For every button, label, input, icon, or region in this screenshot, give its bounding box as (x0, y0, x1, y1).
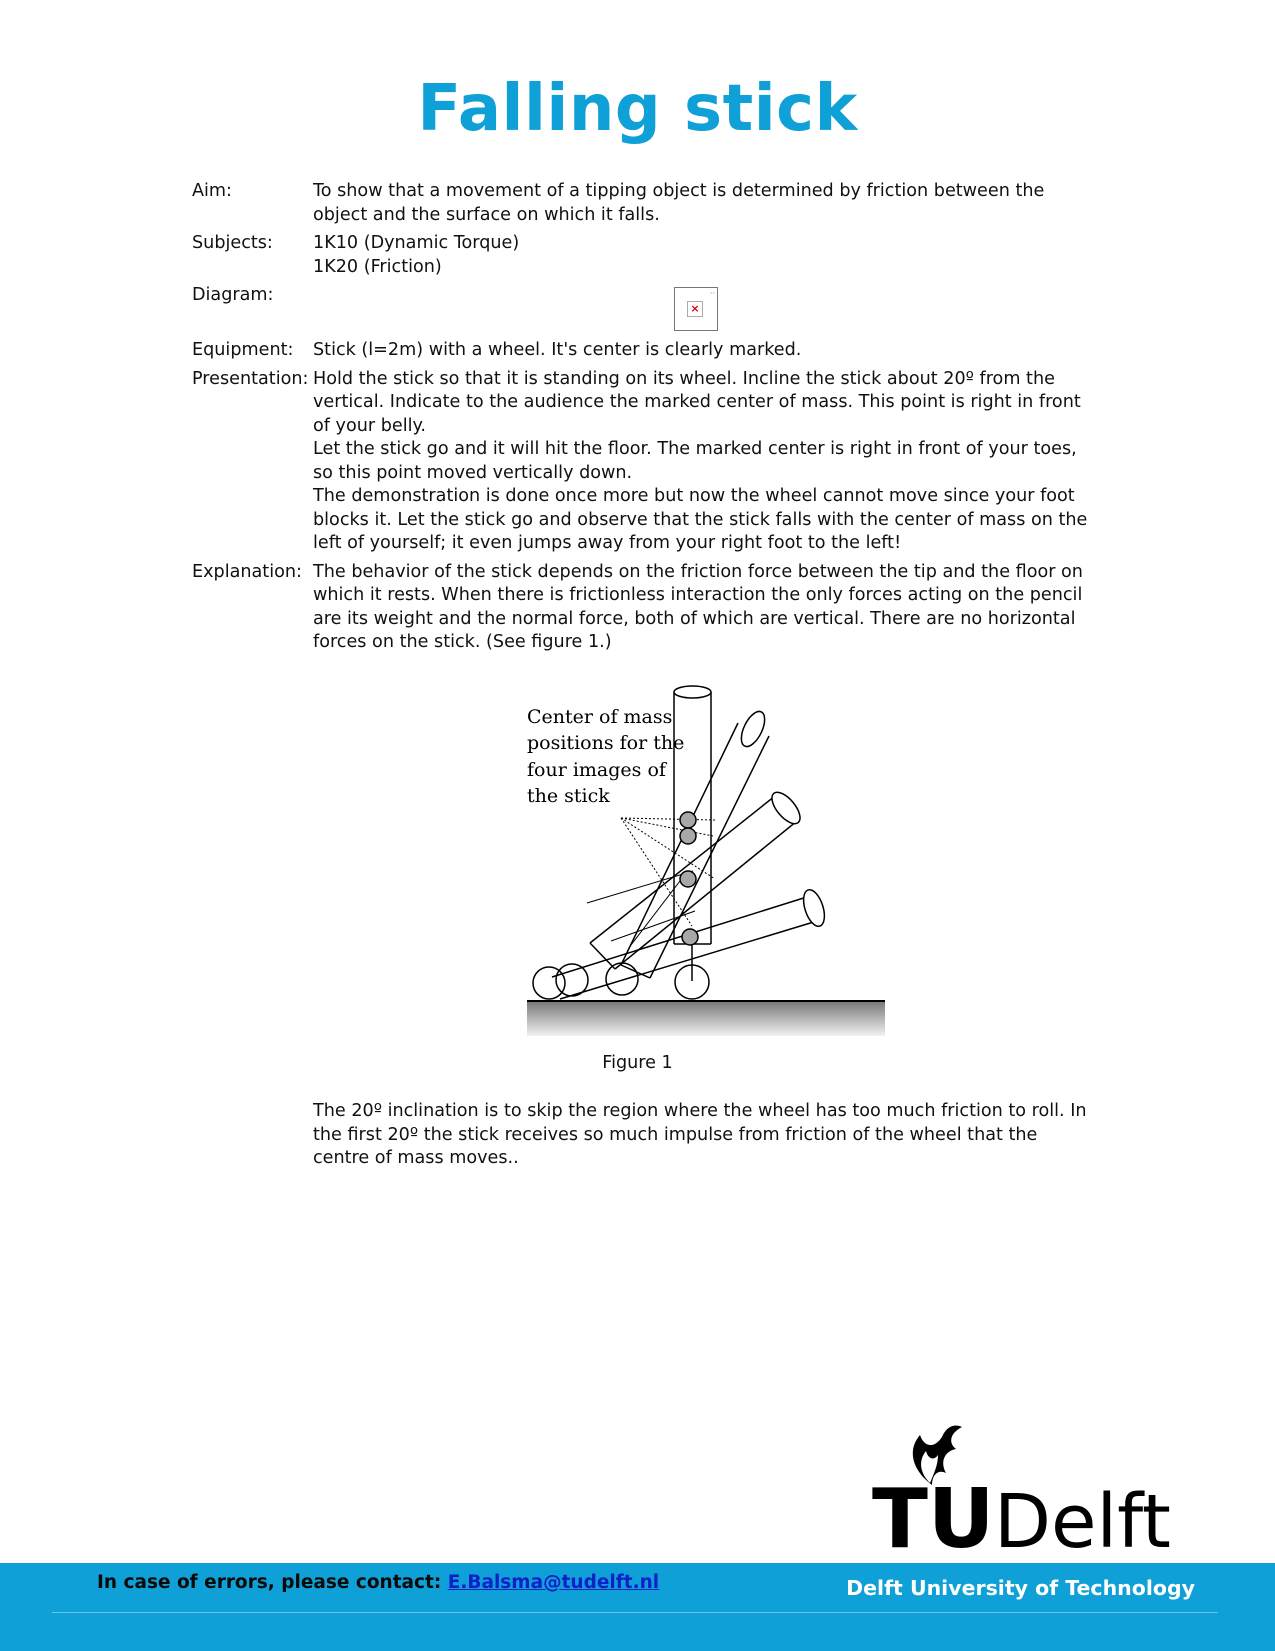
presentation-label: Presentation: (192, 368, 309, 389)
explanation-text: The behavior of the stick depends on the friction force between the tip and the floor on which it rests. When there is frictionless interaction the only forces acting on the pencil are its weight and the normal force, both of which are vertical. There are no horizontal forces on the stick. (See figure 1.) (313, 561, 1083, 652)
presentation-paragraph: Let the stick go and it will hit the floor. The marked center is right in front of your toes, so this point moved vertically down. (313, 439, 1077, 483)
figure-label-line: four images of (527, 759, 666, 781)
equipment-row (192, 339, 1092, 363)
figure-caption: Figure 1 (602, 1053, 673, 1073)
center-of-mass-marker (680, 812, 696, 828)
aim-row (192, 180, 1092, 227)
figure-label-line: Center of mass (527, 706, 673, 728)
equipment-text: Stick (l=2m) with a wheel. It's center is clearly marked. (313, 340, 802, 360)
equipment-label: Equipment: (192, 340, 294, 360)
falling-stick-figure (527, 681, 886, 1038)
pointer-lines (621, 818, 715, 926)
subjects-label: Subjects: (192, 233, 273, 253)
page-title: Falling stick (417, 72, 858, 146)
explanation-row (192, 561, 1092, 655)
presentation-paragraph: Hold the stick so that it is standing on its wheel. Incline the stick about 20º from the vertical. Indicate to the audience the marked center of mass. This point is right in front of your belly. (313, 368, 1081, 436)
closing-text: The 20º inclination is to skip the region where the wheel has too much friction to roll. In the first 20º the stick receives so much impulse from friction of the wheel that the centre of mass moves.. (313, 1101, 1087, 1168)
ellipsis-icon: ·· (709, 289, 715, 298)
subject-item: 1K10 (Dynamic Torque) (313, 233, 520, 253)
svg-text:TU (872, 1472, 995, 1555)
logo-tu: TU (872, 1472, 995, 1555)
center-of-mass-marker (680, 871, 696, 887)
contact-line (97, 1572, 659, 1593)
presentation-paragraph: The demonstration is done once more but now the wheel cannot move since your foot blocks it. Let the stick go and observe that the stick falls with the center of mass on the left of yourself; it even jumps away from your right foot to the left! (313, 486, 1088, 553)
subjects-row (192, 232, 1092, 279)
logo-delft: Delft (994, 1479, 1171, 1555)
explanation-label: Explanation: (192, 561, 302, 582)
broken-image-placeholder (674, 287, 718, 331)
broken-image-icon: × (687, 301, 703, 317)
diagram-label: Diagram: (192, 285, 274, 305)
closing-paragraph (313, 1100, 1093, 1171)
aim-label: Aim: (192, 181, 232, 201)
figure-label-line: the stick (527, 785, 610, 807)
center-of-mass-marker (680, 828, 696, 844)
footer-divider (52, 1612, 1218, 1613)
university-name: Delft University of Technology (846, 1576, 1195, 1600)
demo-sheet (192, 180, 1092, 660)
aim-text: To show that a movement of a tipping object is determined by friction between the object and the surface on which it falls. (313, 181, 1045, 225)
center-of-mass-marker (682, 929, 698, 945)
stick-tilted-3 (533, 887, 828, 999)
figure-label-line: positions for the (527, 732, 685, 754)
subject-item: 1K20 (Friction) (313, 256, 442, 277)
contact-email-link[interactable]: E.Balsma@tudelft.nl (447, 1572, 660, 1593)
diagram-row (192, 284, 1092, 334)
svg-text:Center of mass positions f (527, 706, 690, 807)
contact-label: In case of errors, please contact: (97, 1572, 442, 1593)
presentation-row (192, 368, 1092, 556)
tu-delft-logo (872, 1425, 1192, 1555)
center-of-mass-markers (680, 812, 698, 945)
floor (527, 1001, 885, 1036)
